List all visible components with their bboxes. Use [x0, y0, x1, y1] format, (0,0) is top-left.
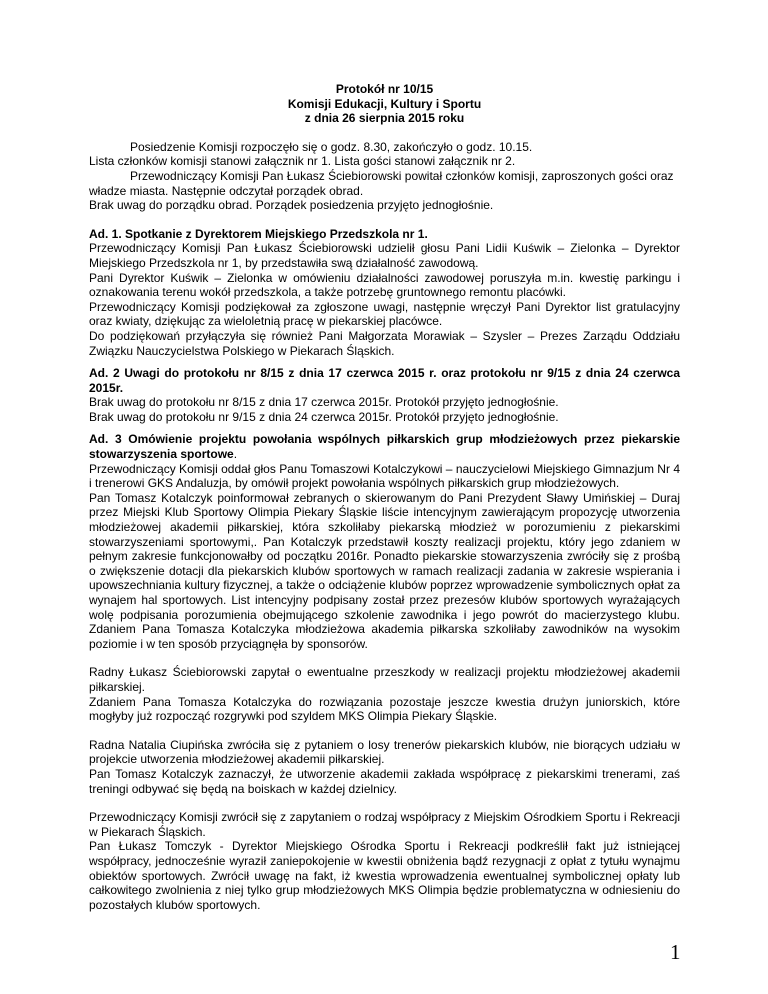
intro-agenda: Brak uwag do porządku obrad. Porządek posiedzenia przyjęto jednogłośnie. [89, 198, 494, 213]
ad3-heading: Ad. 3 Omówienie projektu powołania wspólnych piłkarskich grup młodzieżowych przez piekarskie stowarzyszenia sportowe [89, 432, 680, 462]
ad3-paragraph: Pan Tomasz Kotalczyk poinformował zebranych o skierowanym do Pani Prezydent Sławy Umińskiej – Duraj przez Miejski Klub Sportowy Olimpia Piekary Śląskie liście intencyjnym zawierającym propozycję utworzenia młodzieżowej akademii piłkarskiej, która szkoliłaby piekarską młodzież w porozumieniu z piekarskimi stowarzyszeniami sportowymi,. Pan Kotalczyk przedstawił koszty realizacji projektu, który jego zdaniem w pełnym zakresie funkcjonowałby od początku 2016r. Ponadto piekarskie stowarzyszenia zwróciły się z prośbą o zwiększenie dotacji dla piekarskich klubów sportowych w ramach realizacji zadania w zakresie wspierania i upowszechniania kultury fizycznej, a także o odciążenie klubów poprzez wprowadzenie symbolicznych opłat za wynajem hal sportowych. List intencyjny podpisany został przez prezesów klubów sportowych wyrażających wolę podpisania porozumienia obejmującego szkolenie zawodnika i jego powrót do macierzystego klubu. Zdaniem Pana Tomasza Kotalczyka młodzieżowa akademia piłkarska szkoliłaby zawodników na wysokim poziomie i w ten sposób przyciągnęła by sponsorów. [89, 490, 680, 651]
ad1-paragraph: Przewodniczący Komisji podziękował za zgłoszone uwagi, następnie wręczył Pani Dyrektor list gratulacyjny oraz kwiaty, dziękując za wieloletnią pracę w piekarskiej placówce. [89, 299, 680, 329]
ad2-paragraph: Brak uwag do protokołu nr 8/15 z dnia 17 czerwca 2015r. Protokół przyjęto jednogłośnie. [89, 395, 559, 410]
ad2-heading: Ad. 2 Uwagi do protokołu nr 8/15 z dnia 17 czerwca 2015 r. oraz protokołu nr 9/15 z dnia 24 czerwca 2015r. [89, 366, 680, 395]
title-line-3: z dnia 26 sierpnia 2015 roku [304, 111, 465, 126]
ad3-answer-paragraph: Pan Tomasz Kotalczyk zaznaczył, że utworzenie akademii zakłada współpracę z piekarskimi trenerami, zaś treningi odbywać się będą na boiskach w każdej dzielnicy. [89, 766, 680, 796]
page-number: 1 [670, 940, 681, 964]
intro-welcome: Przewodniczący Komisji Pan Łukasz Ściebiorowski powitał członków komisji, zaproszonych gości oraz władze miasta. Następnie odczytał porządek obrad. [89, 168, 674, 198]
ad3-answer-paragraph: Zdaniem Pana Tomasza Kotalczyka do rozwiązania pozostaje jeszcze kwestia drużyn juniorskich, które mogłyby już rozpocząć rozgrywki pod szyldem MKS Olimpia Piekary Śląskie. [89, 694, 680, 724]
ad3-question-paragraph: Przewodniczący Komisji zwrócił się z zapytaniem o rodzaj współpracy z Miejskim Ośrodkiem Sportu i Rekreacji w Piekarach Śląskich. [89, 810, 680, 839]
ad3-question-paragraph: Radny Łukasz Ściebiorowski zapytał o ewentualne przeszkody w realizacji projektu młodzieżowej akademii piłkarskiej. [89, 665, 680, 694]
ad1-heading: Ad. 1. Spotkanie z Dyrektorem Miejskiego Przedszkola nr 1. [89, 226, 428, 241]
ad3-answer-paragraph: Pan Łukasz Tomczyk - Dyrektor Miejskiego Ośrodka Sportu i Rekreacji podkreślił fakt już istniejącej współpracy, jednocześnie wyraził zaniepokojenie w kwestii obniżenia bądź rezygnacji z opłat z tytułu wynajmu obiektów sportowych. Zwrócił uwagę na fakt, iż kwestia wprowadzenia ewentualnej symbolicznej opłaty lub całkowitego zwolnienia z niej tylko grup młodzieżowych MKS Olimpia będzie problematyczna w odniesieniu do pozostałych klubów sportowych. [89, 839, 680, 912]
title-line-1: Protokół nr 10/15 [335, 82, 434, 96]
ad3-heading-end: . [233, 447, 238, 462]
ad1-paragraph: Do podziękowań przyłączyła się również Pani Małgorzata Morawiak – Szysler – Prezes Zarządu Oddziału Związku Nauczycielstwa Polskiego w Piekarach Śląskich. [89, 328, 680, 358]
title-line-2: Komisji Edukacji, Kultury i Sportu [287, 96, 482, 111]
document-title [89, 82, 680, 126]
ad1-paragraph: Pani Dyrektor Kuświk – Zielonka w omówieniu działalności zawodowej poruszyła m.in. kwestię parkingu i oznakowania terenu wokół przedszkola, a także potrzebę gruntownego remontu placówki. [89, 270, 680, 300]
ad2-paragraph: Brak uwag do protokołu nr 9/15 z dnia 24 czerwca 2015r. Protokół przyjęto jednogłośnie. [89, 409, 559, 424]
document-page [89, 82, 680, 912]
intro-attachments: Lista członków komisji stanowi załącznik nr 1. Lista gości stanowi załącznik nr 2. [89, 154, 516, 169]
ad1-paragraph: Przewodniczący Komisji Pan Łukasz Ściebiorowski udzielił głosu Pani Lidii Kuświk – Zielonka – Dyrektor Miejskiego Przedszkola nr 1, by przedstawiła swą działalność zawodową. [89, 241, 680, 270]
ad3-paragraph: Przewodniczący Komisji oddał głos Panu Tomaszowi Kotalczykowi – nauczycielowi Miejskiego Gimnazjum Nr 4 i trenerowi GKS Andaluzja, by omówił projekt powołania wspólnych piłkarskich grup młodzieżowych. [89, 461, 680, 491]
intro-start-time: Posiedzenie Komisji rozpoczęło się o godz. 8.30, zakończyło o godz. 10.15. [130, 139, 533, 154]
ad3-question-paragraph: Radna Natalia Ciupińska zwróciła się z pytaniem o losy trenerów piekarskich klubów, nie biorących udziału w projekcie utworzenia młodzieżowej akademii piłkarskiej. [89, 737, 680, 767]
ad3-heading-wrap [89, 432, 680, 461]
